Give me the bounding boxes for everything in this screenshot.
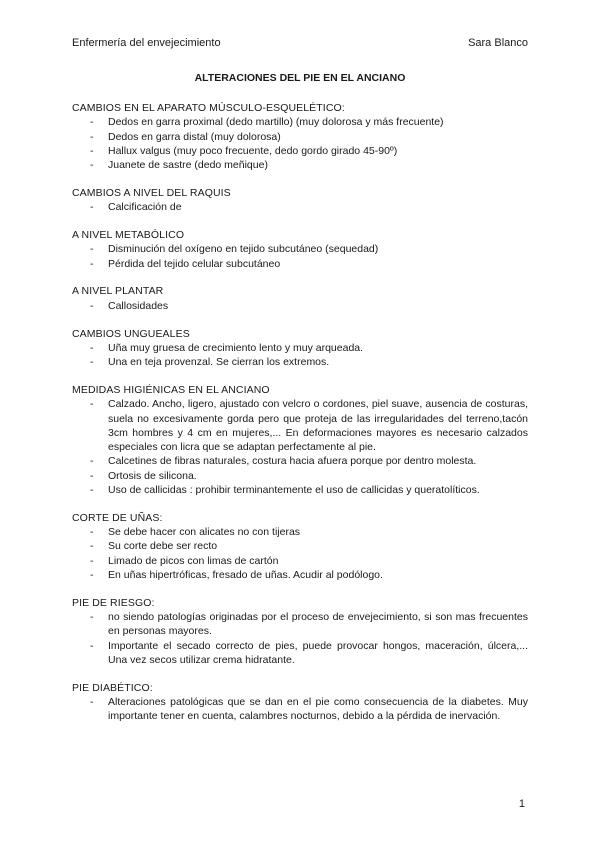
list-item: - Calcificación de (72, 200, 528, 214)
section-hygiene (72, 383, 528, 497)
section-plantar (72, 284, 528, 313)
section-ungueal (72, 327, 528, 370)
bullet-list (72, 610, 528, 667)
header-course-title: Enfermería del envejecimiento (72, 37, 221, 49)
list-item: - Disminución del oxígeno en tejido subcutáneo (sequedad) (72, 242, 528, 256)
list-item: - Una en teja provenzal. Se cierran los extremos. (72, 355, 528, 369)
list-item: - Dedos en garra distal (muy dolorosa) (72, 130, 528, 144)
list-item: - En uñas hipertróficas, fresado de uñas. Acudir al podólogo. (72, 568, 528, 582)
list-item: - Dedos en garra proximal (dedo martillo) (muy dolorosa y más frecuente) (72, 115, 528, 129)
list-item: - Su corte debe ser recto (72, 539, 528, 553)
bullet-list (72, 695, 528, 724)
bullet-list (72, 115, 528, 172)
section-heading: PIE DE RIESGO: (72, 596, 155, 609)
bullet-list (72, 299, 528, 313)
list-item: - no siendo patologías originadas por el proceso de envejecimiento, si son mas frecuentes en personas mayores. (72, 610, 528, 639)
list-item: - Callosidades (72, 299, 528, 313)
bullet-list (72, 242, 528, 271)
bullet-list (72, 397, 528, 497)
list-item: - Importante el secado correcto de pies, puede provocar hongos, maceración, úlcera,... Una vez secos utilizar crema hidratante. (72, 639, 528, 668)
list-item: - Ortosis de silicona. (72, 469, 528, 483)
document-body (72, 101, 528, 737)
section-risk-foot (72, 596, 528, 667)
list-item: - Juanete de sastre (dedo meñique) (72, 158, 528, 172)
section-nail-cutting (72, 511, 528, 582)
section-heading: PIE DIABÉTICO: (72, 681, 153, 694)
section-heading: CAMBIOS EN EL APARATO MÚSCULO-ESQUELÉTICO: (72, 102, 345, 114)
section-diabetic-foot (72, 681, 528, 724)
list-item: - Pérdida del tejido celular subcutáneo (72, 257, 528, 271)
section-raquis (72, 186, 528, 215)
list-item: - Limado de picos con limas de cartón (72, 554, 528, 568)
section-heading: MEDIDAS HIGIÉNICAS EN EL ANCIANO (72, 383, 270, 396)
document-title: ALTERACIONES DEL PIE EN EL ANCIANO (194, 72, 406, 84)
section-metabolic (72, 228, 528, 271)
section-musculoskeletal (72, 101, 528, 172)
section-heading: CAMBIOS A NIVEL DEL RAQUIS (72, 186, 231, 199)
section-heading: CORTE DE UÑAS: (72, 511, 163, 524)
page-header (72, 36, 528, 50)
bullet-list (72, 525, 528, 582)
list-item: - Calcetines de fibras naturales, costura hacia afuera porque por dentro molesta. (72, 454, 528, 468)
list-item: - Uso de callicidas : prohibir terminantemente el uso de callicidas y queratolíticos. (72, 483, 528, 497)
list-item: - Uña muy gruesa de crecimiento lento y muy arqueada. (72, 341, 528, 355)
list-item: - Hallux valgus (muy poco frecuente, dedo gordo girado 45-90º) (72, 144, 528, 158)
header-author: Sara Blanco (468, 37, 528, 49)
section-heading: A NIVEL PLANTAR (72, 285, 164, 298)
list-item: - Se debe hacer con alicates no con tijeras (72, 525, 528, 539)
bullet-list (72, 341, 528, 370)
section-heading: A NIVEL METABÓLICO (72, 229, 185, 242)
section-heading: CAMBIOS UNGUEALES (72, 327, 190, 340)
page-number: 1 (518, 798, 525, 810)
list-item: - Alteraciones patológicas que se dan en el pie como consecuencia de la diabetes. Muy importante tener en cuenta, calambres nocturnos, debido a la pérdida de inervación. (72, 695, 528, 724)
list-item: - Calzado. Ancho, ligero, ajustado con velcro o cordones, piel suave, ausencia de costuras, suela no excesivamente gorda pero que proteja de las irregularidades del terreno,tacón 3cm hombres y 4 cm en mujeres,... En deformaciones mayores es necesario calzados especiales con licra que se adaptan perfectamente al pie. (72, 397, 528, 454)
bullet-list (72, 200, 528, 214)
